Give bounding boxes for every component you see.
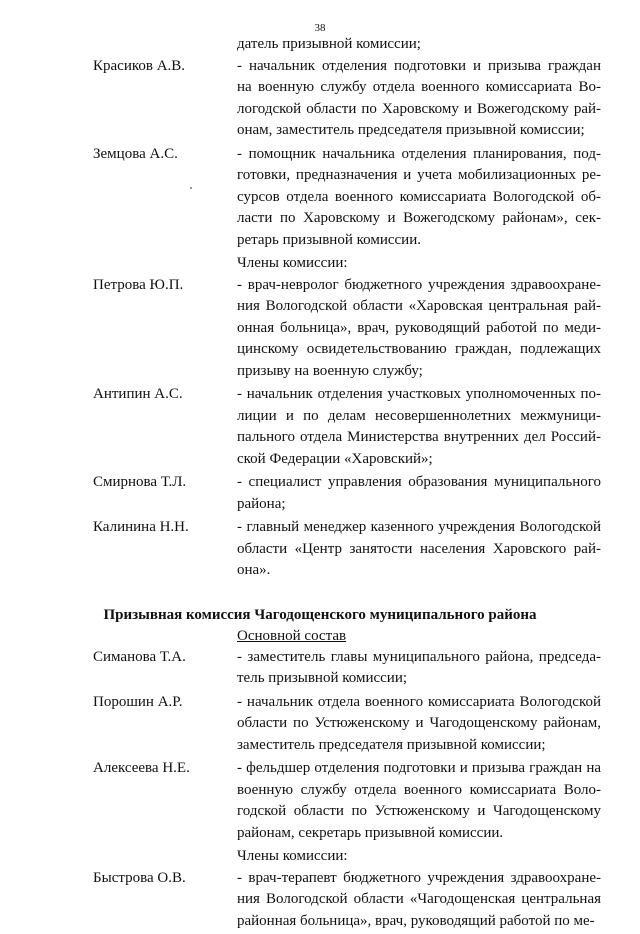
block-4 <box>0 868 640 933</box>
member-row <box>0 517 640 582</box>
member-description <box>237 692 601 757</box>
member-description <box>237 144 601 252</box>
member-name: Антипин А.С. <box>93 386 183 402</box>
description-line: районная больница», врач, руководящий работой по ме- <box>237 912 595 929</box>
description-line: района; <box>237 495 286 512</box>
description-line: - главный менеджер казенного учреждения Вологодской <box>237 519 601 535</box>
description-line: готовки, предназначения и учета мобилизационных ре- <box>237 167 601 183</box>
member-row <box>0 275 640 383</box>
member-row <box>0 692 640 757</box>
members-label: Члены комиссии: <box>237 848 348 864</box>
member-row <box>0 868 640 933</box>
description-line: военную службу отдела военного комиссариата Воло- <box>237 781 601 798</box>
member-row <box>0 758 640 844</box>
description-line: онная больница», врач, руководящий работой по меди- <box>237 319 601 336</box>
section-title: Призывная комиссия Чагодощенского муниципального района <box>103 606 537 623</box>
description-line: - врач-терапевт бюджетного учреждения здравоохране- <box>237 869 601 886</box>
description-line: ласти по Харовскому и Вожегодскому районам», сек- <box>237 210 601 226</box>
description-line: ретарь призывной комиссии. <box>237 231 421 248</box>
block-2 <box>0 275 640 582</box>
description-line: ния Вологодской области «Чагодощенская центральная <box>237 891 601 907</box>
member-description <box>237 56 601 142</box>
member-name: Порошин А.Р. <box>93 693 183 710</box>
member-description <box>237 647 601 690</box>
members-label: Члены комиссии: <box>237 255 348 271</box>
member-name: Красиков А.В. <box>93 57 186 74</box>
member-description <box>237 868 601 933</box>
member-name: Смирнова Т.Л. <box>93 474 187 490</box>
description-line: - фельдшер отделения подготовки и призыва граждан на <box>237 760 601 776</box>
member-description <box>237 758 601 844</box>
member-row <box>0 647 640 690</box>
description-line: цинскому освидетельствованию граждан, подлежащих <box>237 341 601 357</box>
description-line: - заместитель главы муниципального района, председа- <box>237 648 601 665</box>
block-1 <box>0 56 640 252</box>
member-row <box>0 144 640 252</box>
description-line: сурсов отдела военного комиссариата Вологодской об- <box>237 188 601 205</box>
description-line: заместитель председателя призывной комиссии; <box>237 736 546 753</box>
description-line: онам, заместитель председателя призывной комиссии; <box>237 122 585 138</box>
description-line: - начальник отделения участковых уполномоченных по- <box>237 386 601 402</box>
page-number: 38 <box>314 22 326 34</box>
page-content <box>0 34 640 934</box>
member-row <box>0 384 640 470</box>
description-line: она». <box>237 562 271 578</box>
description-line: на военную службу отдела военного комиссариата Во- <box>237 79 601 95</box>
description-line: пального отдела Министерства внутренних дел Россий- <box>237 429 601 445</box>
member-name: Алексеева Н.Е. <box>93 760 190 776</box>
description-line: - помощник начальника отделения планирования, под- <box>237 145 601 162</box>
member-description <box>237 275 601 383</box>
member-description <box>237 472 601 515</box>
member-description <box>237 384 601 470</box>
description-line: ния Вологодской области «Харовская центральная рай- <box>237 298 601 314</box>
description-line: лиции и по делам несовершеннолетних межмуници- <box>237 407 601 424</box>
block-3 <box>0 647 640 845</box>
description-line: области «Центр занятости населения Харовского рай- <box>237 540 601 557</box>
description-line: тель призывной комиссии; <box>237 670 408 686</box>
section-subtitle: Основной состав <box>237 627 347 644</box>
continuation-line: датель призывной комиссии; <box>237 36 421 52</box>
member-row <box>0 56 640 142</box>
member-row <box>0 472 640 515</box>
description-line: - начальник отдела военного комиссариата Вологодской <box>237 693 601 710</box>
member-name: Земцова А.С. <box>93 145 178 162</box>
description-line: годской области по Устюженскому и Чагодощенскому <box>237 803 601 819</box>
description-line: области по Устюженскому и Чагодощенскому районам, <box>237 715 601 731</box>
member-description <box>237 517 601 582</box>
description-line: - врач-невролог бюджетного учреждения здравоохране- <box>237 276 601 293</box>
member-name: Симанова Т.А. <box>93 648 186 665</box>
description-line: районам, секретарь призывной комиссии. <box>237 824 504 841</box>
description-line: - начальник отделения подготовки и призыва граждан <box>237 57 601 74</box>
description-line: - специалист управления образования муниципального <box>237 474 601 490</box>
member-name: Петрова Ю.П. <box>93 276 184 293</box>
description-line: призыву на военную службу; <box>237 362 423 379</box>
description-line: ской Федерации «Харовский»; <box>237 450 433 467</box>
member-name: Быстрова О.В. <box>93 869 186 886</box>
description-line: логодской области по Харовскому и Вожегодскому рай- <box>237 100 601 117</box>
member-name: Калинина Н.Н. <box>93 519 189 535</box>
